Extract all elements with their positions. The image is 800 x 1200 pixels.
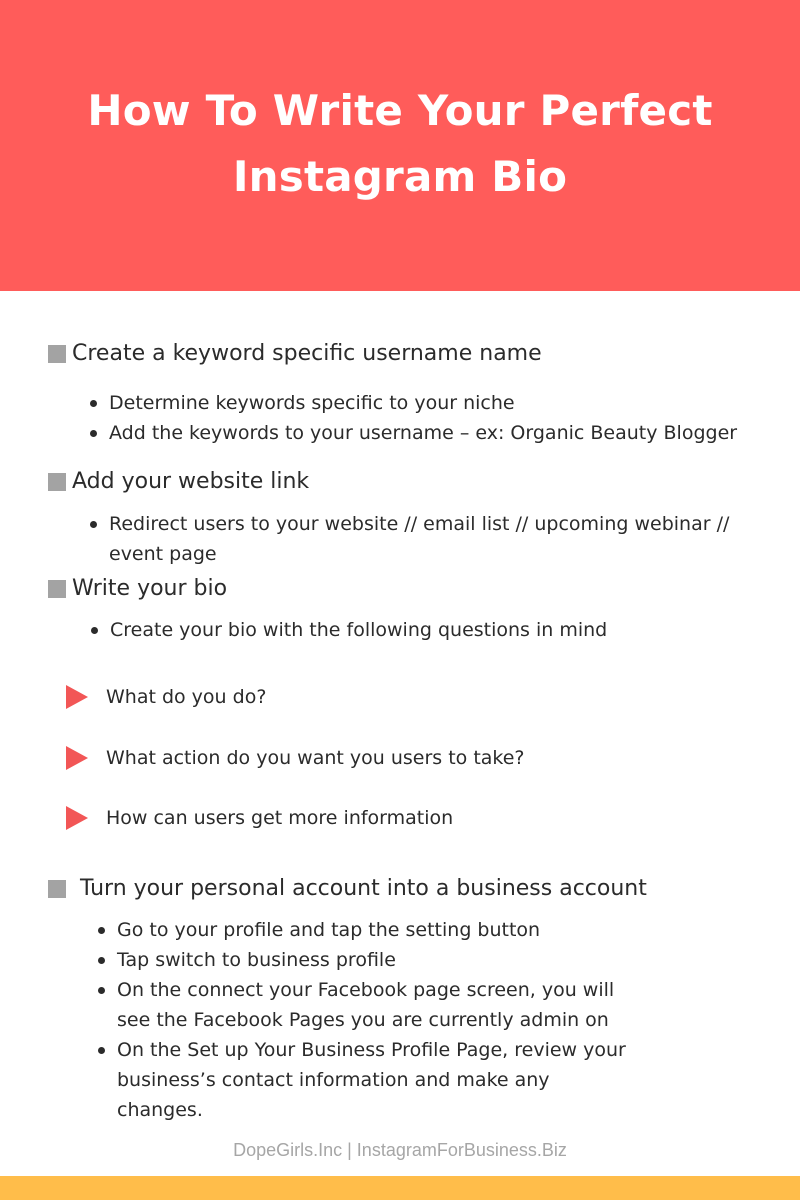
- section-heading-text: Add your website link: [72, 469, 310, 494]
- list-item: Add the keywords to your username – ex: Organic Beauty Blogger: [88, 418, 768, 448]
- section-heading-text: Write your bio: [72, 576, 228, 601]
- question-row: [66, 803, 453, 833]
- list-item: Redirect users to your website // email list // upcoming webinar // event page: [88, 509, 760, 569]
- square-bullet-icon: [48, 880, 66, 898]
- question-row: [66, 743, 525, 773]
- bullet-list-bio: [89, 615, 769, 645]
- question-text: What action do you want you users to take?: [106, 747, 525, 769]
- footer-bar: [0, 1176, 800, 1200]
- square-bullet-icon: [48, 580, 66, 598]
- page-title-line-1: How To Write Your Perfect: [87, 86, 713, 135]
- page-title: [0, 78, 800, 210]
- play-arrow-icon: [66, 685, 88, 709]
- bullet-list-username: [88, 388, 768, 448]
- question-text: How can users get more information: [106, 807, 454, 829]
- question-row: [66, 682, 266, 712]
- section-heading-website: [48, 467, 309, 497]
- page-title-line-2: Instagram Bio: [232, 152, 568, 201]
- footer-credit: DopeGirls.Inc | InstagramForBusiness.Biz: [233, 1140, 567, 1160]
- bullet-list-business: [96, 915, 636, 1125]
- list-item: Go to your profile and tap the setting button: [96, 915, 636, 945]
- play-arrow-icon: [66, 806, 88, 830]
- play-arrow-icon: [66, 746, 88, 770]
- section-heading-username: [48, 339, 542, 369]
- square-bullet-icon: [48, 473, 66, 491]
- square-bullet-icon: [48, 345, 66, 363]
- list-item: Create your bio with the following questions in mind: [89, 615, 769, 645]
- question-text: What do you do?: [106, 686, 267, 708]
- bullet-list-website: [88, 509, 760, 569]
- section-heading-text: Create a keyword specific username name: [72, 341, 542, 366]
- section-heading-text: Turn your personal account into a business account: [80, 876, 647, 901]
- list-item: Tap switch to business profile: [96, 945, 636, 975]
- list-item: On the connect your Facebook page screen, you will see the Facebook Pages you are currently admin on: [96, 975, 636, 1035]
- section-heading-bio: [48, 574, 227, 604]
- list-item: Determine keywords specific to your niche: [88, 388, 768, 418]
- section-heading-business: [48, 874, 647, 904]
- title-banner: [0, 0, 800, 291]
- list-item: On the Set up Your Business Profile Page, review your business’s contact information and make any changes.: [96, 1035, 636, 1125]
